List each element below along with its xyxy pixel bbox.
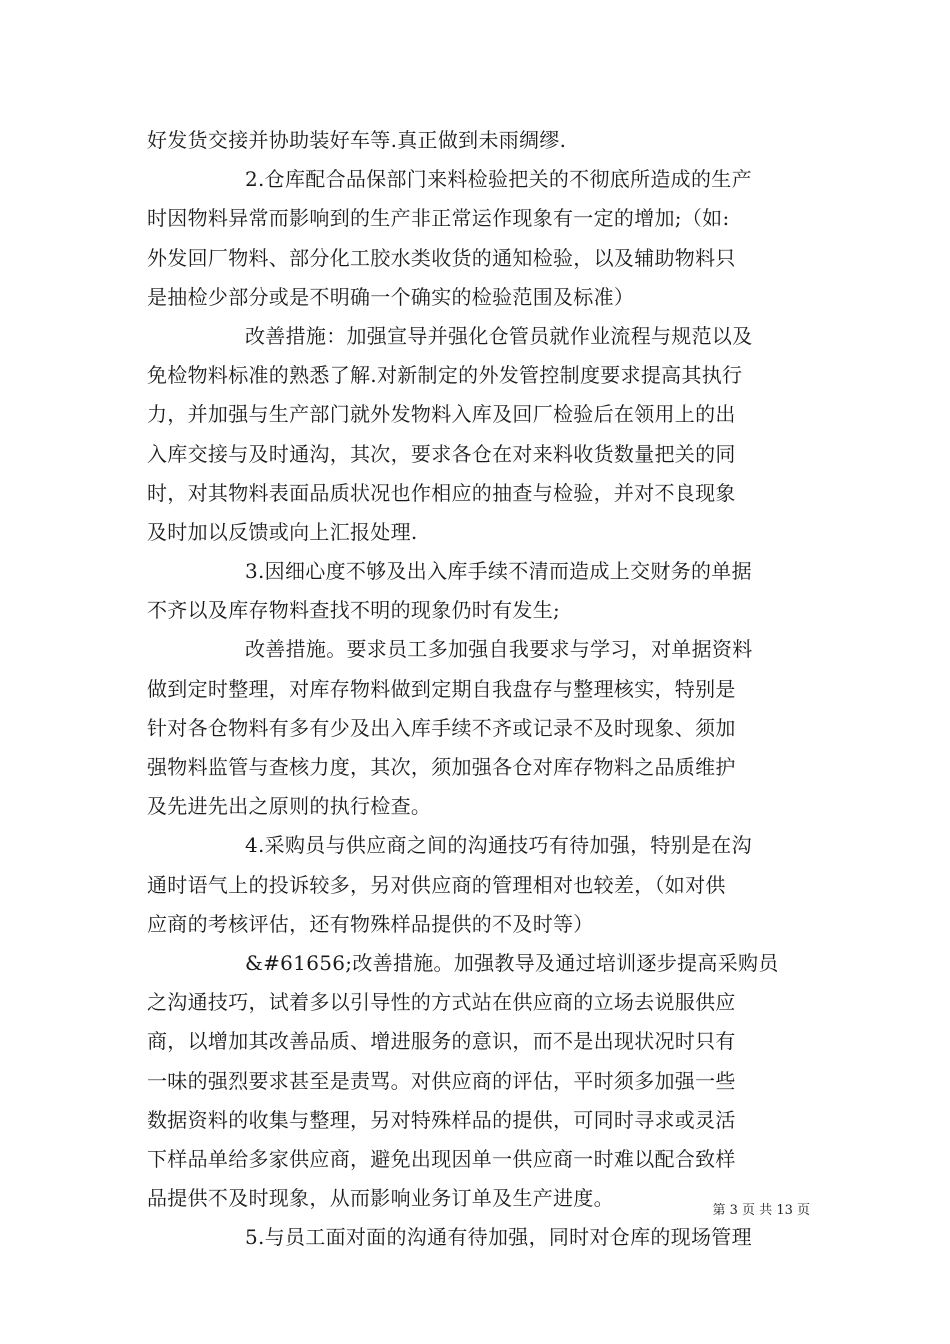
text-line: 之沟通技巧，试着多以引导性的方式站在供应商的立场去说服供应 (147, 990, 736, 1015)
text-line: 时因物料异常而影响到的生产非正常运作现象有一定的增加;（如: (147, 206, 730, 231)
text-line: 通时语气上的投诉较多，另对供应商的管理相对也较差，（如对供 (147, 872, 726, 897)
text-line: 强物料监管与查核力度，其次，须加强各仓对库存物料之品质维护 (147, 755, 736, 779)
text-line: 好发货交接并协助装好车等.真正做到未雨绸缪. (147, 128, 567, 152)
text-line: 不齐以及库存物料查找不明的现象仍时有发生; (147, 598, 561, 623)
text-line: 品提供不及时现象，从而影响业务订单及生产进度。 (147, 1186, 614, 1211)
paragraph-first-line: 3.因细心度不够及出入库手续不清而造成上交财务的单据 (245, 559, 752, 584)
body-text (147, 121, 807, 1257)
text-line: 力，并加强与生产部门就外发物料入库及回厂检验后在领用上的出 (147, 402, 736, 427)
text-line: 针对各仓物料有多有少及出入库手续不齐或记录不及时现象、须加 (147, 715, 736, 740)
paragraph-first-line: &#61656;改善措施。加强教导及通过培训逐步提高采购员 (245, 950, 779, 975)
text-line: 及先进先出之原则的执行检查。 (147, 794, 432, 819)
text-line: 下样品单给多家供应商，避免出现因单一供应商一时难以配合致样 (147, 1146, 736, 1171)
text-line: 入库交接与及时通沟，其次，要求各仓在对来料收货数量把关的同 (147, 441, 736, 466)
paragraph-first-line: 2.仓库配合品保部门来料检验把关的不彻底所造成的生产 (245, 167, 752, 192)
text-line: 商，以增加其改善品质、增进服务的意识，而不是出现状况时只有 (147, 1029, 736, 1054)
text-line: 是抽检少部分或是不明确一个确实的检验范围及标准） (147, 284, 635, 309)
text-line: 一味的强烈要求甚至是责骂。对供应商的评估，平时须多加强一些 (147, 1068, 736, 1093)
paragraph-first-line: 5.与员工面对面的沟通有待加强，同时对仓库的现场管理 (245, 1225, 752, 1250)
text-line: 及时加以反馈或向上汇报处理. (147, 519, 418, 544)
text-line: 时，对其物料表面品质状况也作相应的抽查与检验，并对不良现象 (147, 480, 736, 505)
paragraph-first-line: 改善措施：加强宣导并强化仓管员就作业流程与规范以及 (245, 323, 753, 348)
paragraph-first-line: 改善措施。要求员工多加强自我要求与学习，对单据资料 (245, 637, 753, 662)
text-line: 做到定时整理，对库存物料做到定期自我盘存与整理核实，特别是 (147, 676, 736, 701)
page-number: 第 3 页 共 13 页 (712, 1203, 810, 1218)
text-line: 免检物料标准的熟悉了解.对新制定的外发管控制度要求提高其执行 (147, 363, 743, 388)
text-line: 外发回厂物料、部分化工胶水类收货的通知检验，以及辅助物料只 (147, 245, 736, 270)
text-line: 数据资料的收集与整理，另对特殊样品的提供，可同时寻求或灵活 (147, 1107, 736, 1132)
paragraph-first-line: 4.采购员与供应商之间的沟通技巧有待加强，特别是在沟 (245, 833, 752, 858)
text-line: 应商的考核评估，还有物殊样品提供的不及时等） (147, 911, 594, 936)
